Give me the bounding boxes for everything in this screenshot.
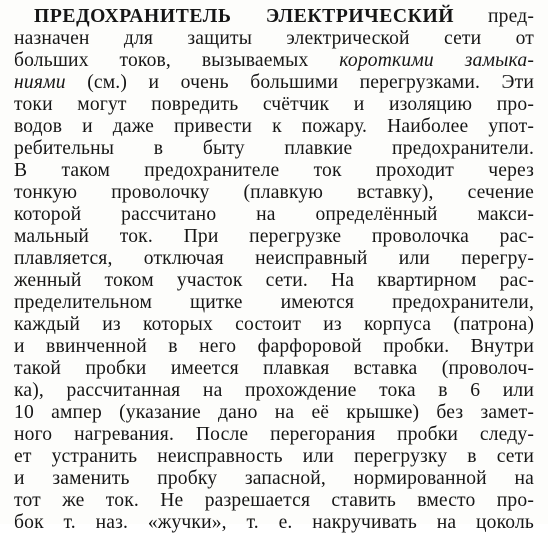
article-line-15: каждый из которых состоит из корпуса (патрона) xyxy=(14,314,534,335)
article-line-3-text: больших токов, вызываемых xyxy=(14,50,340,71)
article-line-20: ного нагревания. После перегорания пробки следу- xyxy=(14,424,534,445)
article-line-24: бок т. наз. «жучки», т. е. накручивать на цоколь xyxy=(14,512,534,533)
article-line-18: ка), рассчитанная на прохождение тока в 6 или xyxy=(14,380,534,401)
article-line-6: водов и даже привести к пожару. Наиболее упот- xyxy=(14,116,534,137)
article-term: ПРЕДОХРАНИТЕЛЬ ЭЛЕКТРИЧЕСКИЙ xyxy=(34,6,455,27)
article-line-17: такой пробки имеется плавкая вставка (проволоч- xyxy=(14,358,534,379)
article-line-14: пределительном щитке имеются предохранители, xyxy=(14,292,534,313)
cross-reference-part-1: короткими замыка- xyxy=(339,50,535,71)
article-line-19: 10 ампер (указание дано на её крышке) без замет- xyxy=(14,402,534,423)
article-line-21: ет устранить неисправность или перегрузку в сети xyxy=(14,446,534,467)
article-line-23: тот же ток. Не разрешается ставить вместо про- xyxy=(14,490,534,511)
article-line-16: и ввинченной в него фарфоровой пробки. Внутри xyxy=(14,336,534,357)
article-line-11: мальный ток. При перегрузке проволочка рас- xyxy=(14,226,534,247)
article-line-12: плавляется, отключая неисправный или перегру- xyxy=(14,248,534,269)
article-line-9: тонкую проволочку (плавкую вставку), сечение xyxy=(14,182,534,203)
article-line-5: токи могут повредить счётчик и изоляцию про- xyxy=(14,94,534,115)
article-line-22: и заменить пробку запасной, нормированной на xyxy=(14,468,534,489)
article-line-1 xyxy=(34,6,534,28)
article-line-13: женный током участок сети. На квартирном рас- xyxy=(14,270,534,291)
article-line-8: В таком предохранителе ток проходит через xyxy=(14,160,534,181)
cross-reference-part-2: ниями xyxy=(14,72,66,93)
article-line-4 xyxy=(14,72,534,94)
article-line-2: назначен для защиты электрической сети от xyxy=(14,28,534,49)
article-line-7: ребительны в быту плавкие предохранители. xyxy=(14,138,534,159)
article-line-3 xyxy=(14,50,534,72)
article-line-1-text: пред- xyxy=(488,6,534,27)
article-line-10: которой рассчитано на определённый макси- xyxy=(14,204,534,225)
article-line-4-text: (см.) и очень большими перегрузками. Эти xyxy=(65,72,534,93)
